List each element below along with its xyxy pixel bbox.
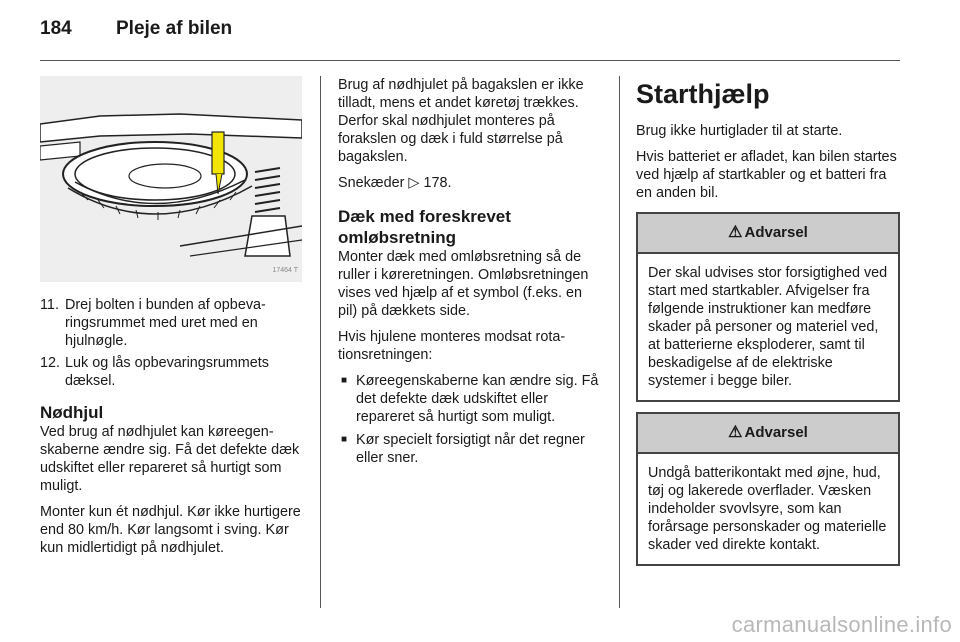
page-title: Pleje af bilen xyxy=(116,18,233,39)
warning-box xyxy=(636,212,900,402)
section-title-spare-wheel: Nødhjul xyxy=(40,403,104,422)
header-rule xyxy=(40,60,900,61)
page-number: 184 xyxy=(40,18,72,39)
list-item xyxy=(338,372,604,426)
step-text: Luk og lås opbevaringsrummets dæksel. xyxy=(65,355,269,389)
right-column xyxy=(636,76,900,574)
figure-id: 17464 T xyxy=(272,267,298,274)
warning-header xyxy=(638,214,898,254)
bullet-icon: ■ xyxy=(341,434,348,445)
column-divider-2 xyxy=(619,76,620,608)
warning-box xyxy=(636,412,900,566)
cross-reference xyxy=(338,174,604,192)
page-header xyxy=(40,18,232,40)
paragraph: Hvis hjulene monteres modsat rotationsretningen: xyxy=(338,329,566,363)
step-number: 12. xyxy=(40,355,61,371)
paragraph: Ved brug af nødhjulet kan køreegenskaberne ændre sig. Få det defekte dæk udskiftet eller repareret så hurtigt som muligt. xyxy=(40,424,300,494)
snow-chains-page-ref[interactable]: 178. xyxy=(423,175,452,191)
paragraph: Hvis batteriet er afladet, kan bilen startes ved hjælp af startkabler og et batteri fra en anden bil. xyxy=(636,149,897,201)
spare-wheel-icon xyxy=(40,76,302,282)
steps-list xyxy=(40,296,302,390)
warning-title: Advarsel xyxy=(744,224,808,241)
section-title-tire-direction: Dæk med foreskrevet omløbsretning xyxy=(338,207,511,247)
list-item xyxy=(40,296,302,350)
step-number: 11. xyxy=(40,297,59,313)
warning-header xyxy=(638,414,898,454)
bullet-text: Køreegenskaberne kan ændre sig. Få det defekte dæk udskiftet eller repareret så hurtigt som muligt. xyxy=(356,373,599,425)
left-column xyxy=(40,76,302,565)
middle-column xyxy=(338,76,604,472)
warning-title: Advarsel xyxy=(744,424,808,441)
bullet-list xyxy=(338,372,604,467)
list-item xyxy=(40,354,302,390)
warning-text: Undgå batterikontakt med øjne, hud, tøj og lakerede overflader. Væsken indeholder svovlsyre, som kan forårsage personskader og materielle skader ved direkte kontakt. xyxy=(648,465,887,553)
column-divider-1 xyxy=(320,76,321,608)
bullet-icon: ■ xyxy=(341,375,348,386)
warning-text: Der skal udvises stor forsigtighed ved start med startkabler. Afvigelser fra følgende instruktioner kan medføre skader på personer og materiel ved, at batterierne eksploderer, samt til beskadigelse af de elektriske systemer i begge biler. xyxy=(648,265,888,389)
paragraph: Brug ikke hurtiglader til at starte. xyxy=(636,123,843,139)
warning-triangle-icon: ⚠ xyxy=(728,424,743,441)
reference-arrow-icon: ▷ xyxy=(408,175,420,191)
paragraph: Brug af nødhjulet på bagakslen er ikke tilladt, mens et andet køretøj trækkes. Derfor skal nødhjulet monteres på forakslen og dæk i fuld størrelse på bagakslen. xyxy=(338,77,584,165)
paragraph: Monter kun ét nødhjul. Kør ikke hurtigere end 80 km/h. Kør langsomt i sving. Kør kun midlertidigt på nødhjulet. xyxy=(40,504,301,556)
section-title-jump-start: Starthjælp xyxy=(636,79,770,109)
watermark: carmanualsonline.info xyxy=(731,612,952,637)
bullet-text: Kør specielt forsigtigt når det regner eller sner. xyxy=(356,432,585,466)
step-text: Drej bolten i bunden af opbevaringsrummet med uret med en hjulnøgle. xyxy=(65,297,266,349)
warning-triangle-icon: ⚠ xyxy=(728,224,743,241)
paragraph: Monter dæk med omløbsretning så de ruller i køreretningen. Omløbsretningen vises ved hjælp af et symbol (f.eks. en pil) på dækkets side. xyxy=(338,249,589,319)
spare-wheel-illustration xyxy=(40,76,302,282)
snow-chains-label: Snekæder xyxy=(338,175,405,191)
list-item xyxy=(338,431,604,467)
